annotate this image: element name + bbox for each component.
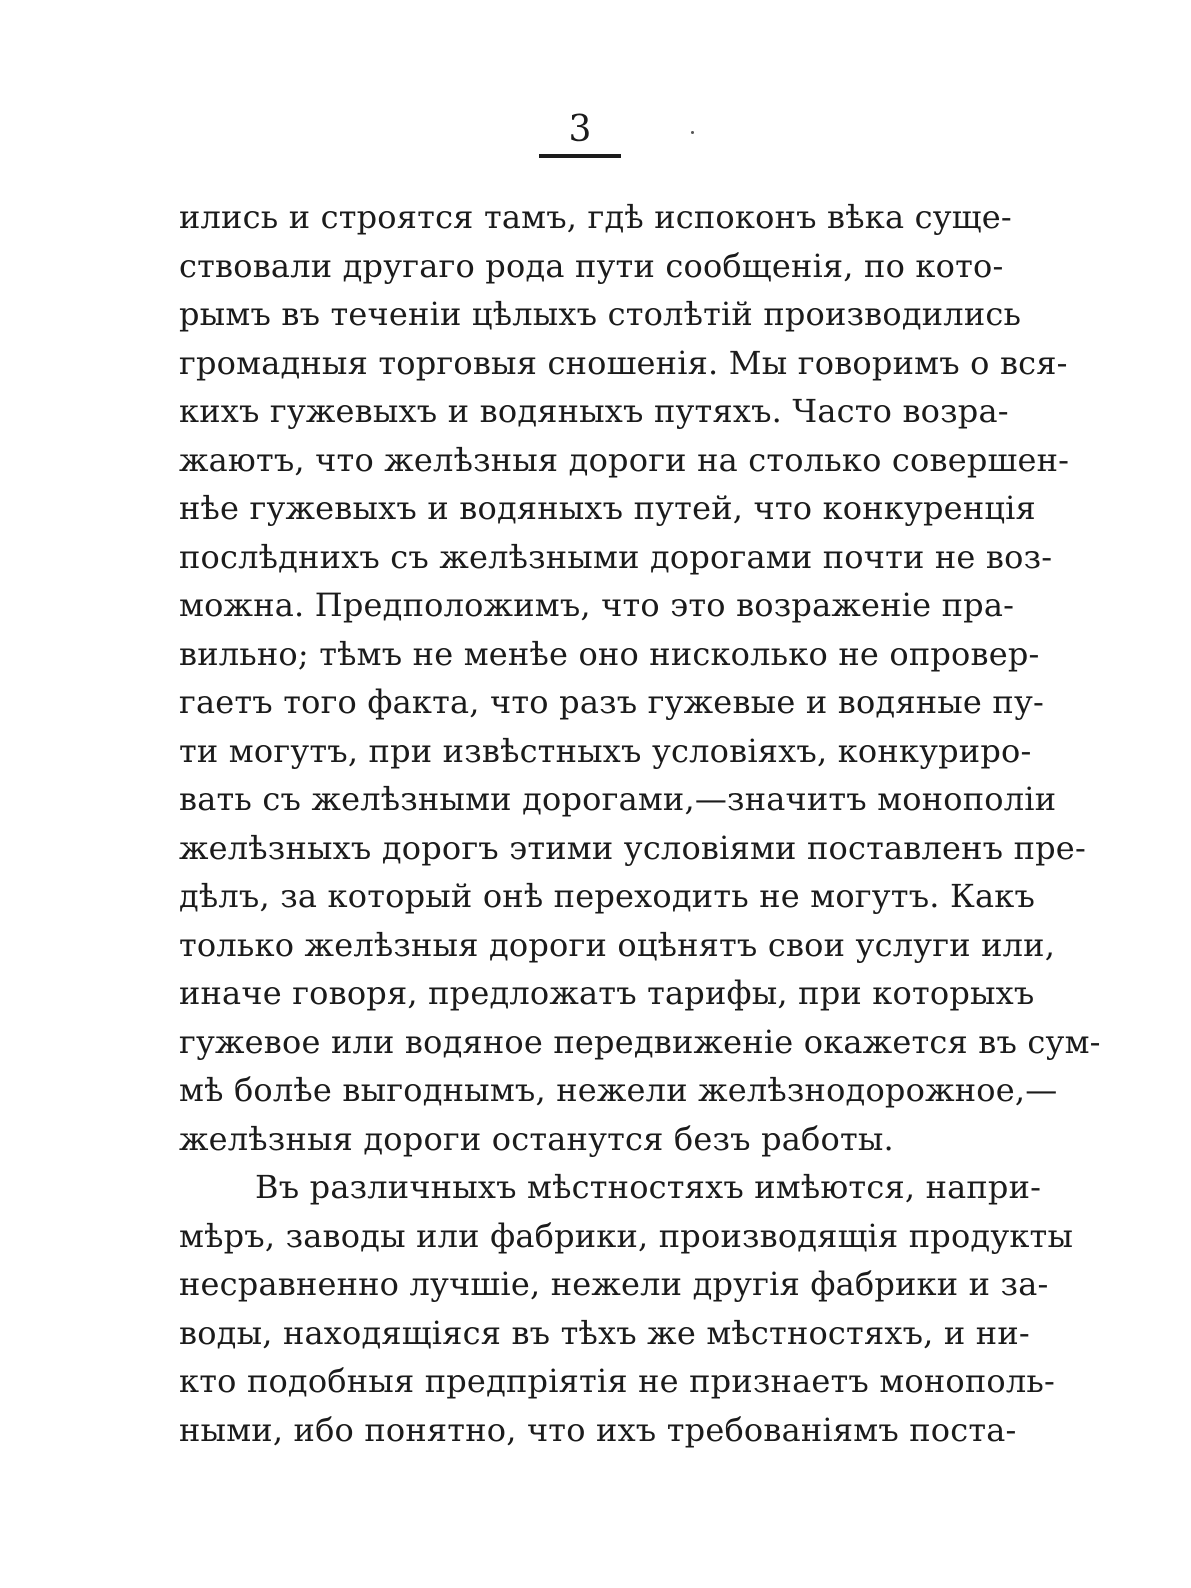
text-line: вильно; тѣмъ не менѣе оно нисколько не опровер- [179, 634, 1040, 673]
page-number-rule [539, 154, 621, 158]
text-line: вать съ желѣзными дорогами,—значитъ монополіи [179, 780, 1057, 818]
text-line: ти могутъ, при извѣстныхъ условіяхъ, конкуриро- [179, 731, 1032, 770]
text-line: нѣе гужевыхъ и водяныхъ путей, что конкуренція [179, 489, 1036, 527]
text-line: иначе говоря, предложатъ тарифы, при которыхъ [179, 974, 1035, 1012]
text-line: гужевое или водяное передвиженіе окажется въ сум- [179, 1022, 1101, 1061]
page-header [537, 110, 623, 158]
text-line: гаетъ того факта, что разъ гужевые и водяные пу- [179, 683, 1044, 721]
text-line: ились и строятся тамъ, гдѣ испоконъ вѣка суще- [179, 198, 1012, 236]
text-line: воды, находящіяся въ тѣхъ же мѣстностяхъ, и ни- [179, 1313, 1030, 1352]
text-line: кихъ гужевыхъ и водяныхъ путяхъ. Часто возра- [179, 392, 1009, 430]
paragraph-end-line: желѣзныя дороги останутся безъ работы. [179, 1119, 894, 1158]
page-number: 3 [568, 109, 592, 150]
text-line: можна. Предположимъ, что это возраженіе пра- [179, 586, 1015, 624]
text-line: мѣръ, заводы или фабрики, производящія продукты [179, 1216, 1074, 1255]
text-line: жаютъ, что желѣзныя дороги на столько совершен- [179, 440, 1070, 479]
text-line: ствовали другаго рода пути сообщенія, по кото- [179, 246, 1004, 285]
text-line: мѣ болѣе выгоднымъ, нежели желѣзнодорожное,— [179, 1071, 1058, 1109]
print-speck [691, 131, 694, 134]
text-line: желѣзныхъ дорогъ этими условіями поставленъ пре- [179, 828, 1086, 867]
text-line: громадныя торговыя сношенія. Мы говоримъ о вся- [179, 343, 1068, 382]
body-text [179, 193, 1101, 1454]
text-line: ными, ибо понятно, что ихъ требованіямъ поста- [179, 1410, 1017, 1449]
text-line: только желѣзныя дороги оцѣнятъ свои услуги или, [179, 925, 1056, 964]
text-line: дѣлъ, за который онѣ переходить не могутъ. Какъ [179, 877, 1036, 915]
text-line: кто подобныя предпріятія не признаетъ монополь- [179, 1362, 1056, 1400]
text-line: несравненно лучшіе, нежели другія фабрики и за- [179, 1265, 1049, 1303]
text-line: рымъ въ теченіи цѣлыхъ столѣтій производились [179, 295, 1022, 333]
paragraph-start-line: Въ различныхъ мѣстностяхъ имѣются, напри- [255, 1168, 1042, 1206]
text-line: послѣднихъ съ желѣзными дорогами почти не воз- [179, 537, 1053, 576]
